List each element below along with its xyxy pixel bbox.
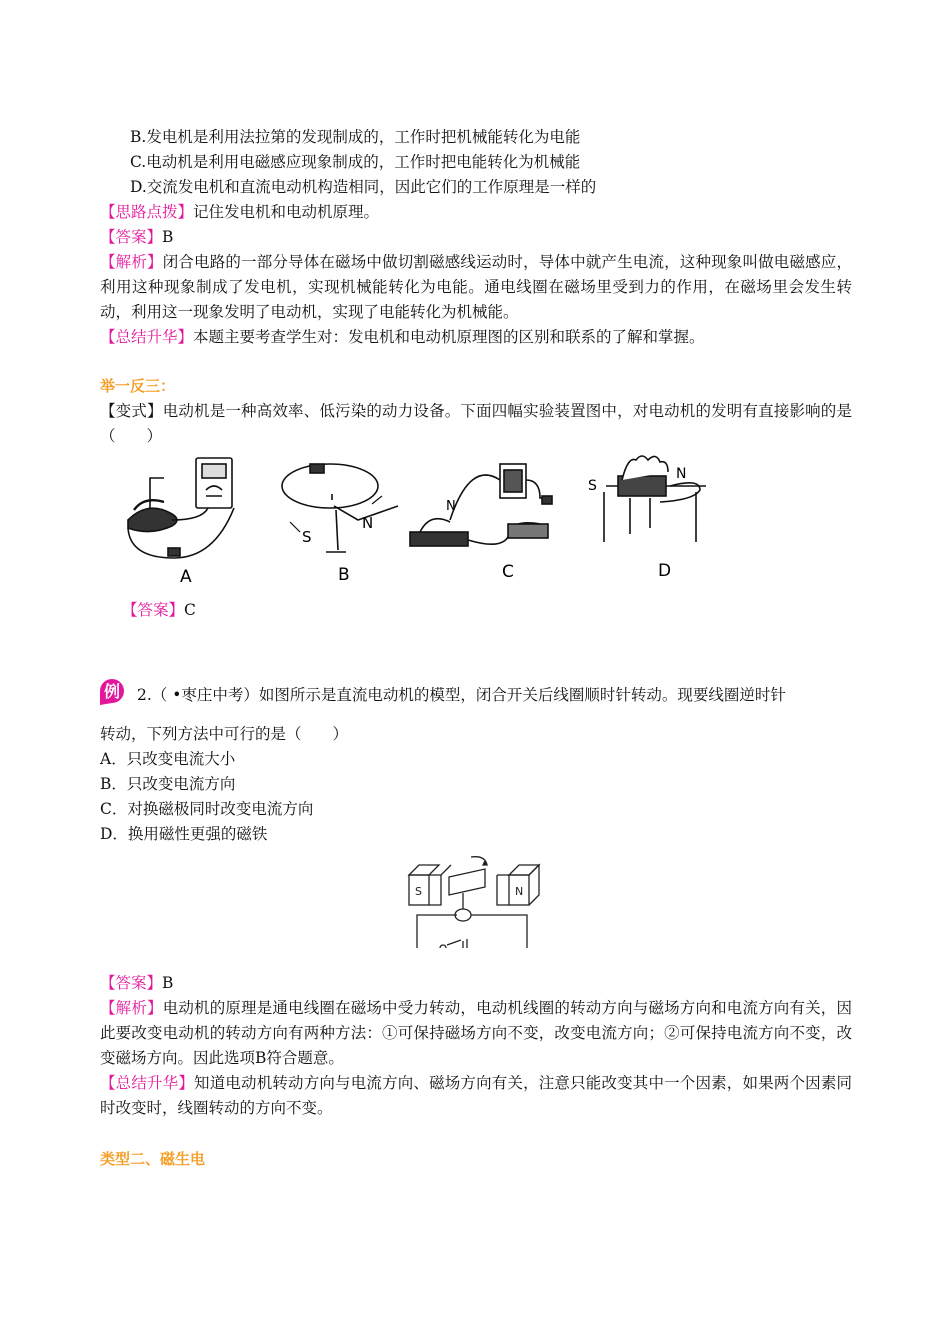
figure-b-n: N <box>362 514 374 532</box>
figure-c-n: N <box>446 499 456 514</box>
q2-question-line1: 2.（ •枣庄中考）如图所示是直流电动机的模型，闭合开关后线圈顺时针转动。现要线圈逆时针 <box>137 686 786 704</box>
section-heading: 类型二、磁生电 <box>100 1150 206 1168</box>
hint-tag: 【思路点拨】 <box>100 203 194 221</box>
example-badge-icon <box>96 675 128 707</box>
motor-n-pole: N <box>515 885 524 898</box>
q2-option-b: B．只改变电流方向 <box>100 775 236 793</box>
q1-option-c: C.电动机是利用电磁感应现象制成的，工作时把电能转化为机械能 <box>130 153 581 171</box>
figure-d-s: S <box>588 478 597 494</box>
summary-text: 本题主要考查学生对：发电机和电动机原理图的区别和联系的了解和掌握。 <box>193 328 705 346</box>
q2-summary-text: 知道电动机转动方向与电流方向、磁场方向有关，注意只能改变其中一个因素，如果两个因素同时改变时，线圈转动的方向不变。 <box>100 1074 852 1117</box>
q2-option-a: A．只改变电流大小 <box>100 750 236 768</box>
variant-question-text: 电动机是一种高效率、低污染的动力设备。下面四幅实验装置图中，对电动机的发明有直接影响的是（ ） <box>100 402 852 445</box>
q2-summary-tag: 【总结升华】 <box>100 1074 195 1092</box>
variant-answer-value: C <box>184 601 196 619</box>
figure-label-d: D <box>658 561 672 581</box>
figure-d-n: N <box>676 466 687 482</box>
variant-tag: 【变式】 <box>100 402 163 420</box>
figure-c <box>410 464 552 546</box>
q1-summary <box>100 325 852 350</box>
q1-hint <box>100 200 852 225</box>
example-badge-text: 例 <box>103 682 121 701</box>
analysis-text: 闭合电路的一部分导体在磁场中做切割磁感线运动时，导体中就产生电流，这种现象叫做电磁感应，利用这种现象制成了发电机，实现机械能转化为电能。通电线圈在磁场里受到力的作用，在磁场里会发生转动，利用这一现象发明了电动机，实现了电能转化为机械能。 <box>100 253 852 321</box>
figure-b-s: S <box>302 528 312 546</box>
q2-analysis-text: 电动机的原理是通电线圈在磁场中受力转动，电动机线圈的转动方向与磁场方向和电流方向有关，因此要改变电动机的转动方向有两种方法：①可保持磁场方向不变，改变电流方向；②可保持电流方向不变，改变磁场方向。因此选项B符合题意。 <box>100 999 852 1067</box>
q2-option-c: C．对换磁极同时改变电流方向 <box>100 800 314 818</box>
summary-tag: 【总结升华】 <box>100 328 194 346</box>
q1-analysis <box>100 250 852 325</box>
figure-a <box>128 458 234 558</box>
q2-answer-tag: 【答案】 <box>100 974 163 992</box>
motor-s-pole: S <box>415 885 422 898</box>
variant-question <box>100 399 852 449</box>
q1-answer <box>100 225 852 250</box>
motor-model-figure <box>403 853 545 948</box>
q2-question-line2: 转动，下列方法中可行的是（ ） <box>100 725 349 743</box>
figure-label-c: C <box>502 562 514 582</box>
q2-answer <box>100 971 852 996</box>
variant-answer <box>122 598 874 623</box>
figure-b <box>282 464 398 552</box>
figure-label-a: A <box>180 567 192 587</box>
figure-d <box>604 456 706 542</box>
q1-option-d: D.交流发电机和直流电动机构造相同，因此它们的工作原理是一样的 <box>130 178 597 196</box>
q1-option-b: B.发电机是利用法拉第的发现制成的，工作时把机械能转化为电能 <box>130 128 581 146</box>
q2-analysis <box>100 996 852 1071</box>
q2-option-d: D．换用磁性更强的磁铁 <box>100 825 268 843</box>
answer-tag: 【答案】 <box>100 228 163 246</box>
q2-answer-value: B <box>162 974 174 992</box>
q2-summary <box>100 1071 852 1121</box>
experiment-figures <box>110 450 720 590</box>
figure-label-b: B <box>338 565 350 585</box>
hint-text: 记住发电机和电动机原理。 <box>193 203 380 221</box>
analysis-tag: 【解析】 <box>100 253 163 271</box>
q2-analysis-tag: 【解析】 <box>100 999 163 1017</box>
answer-value: B <box>162 228 174 246</box>
variant-answer-tag: 【答案】 <box>122 601 185 619</box>
variant-heading: 举一反三： <box>100 377 176 395</box>
